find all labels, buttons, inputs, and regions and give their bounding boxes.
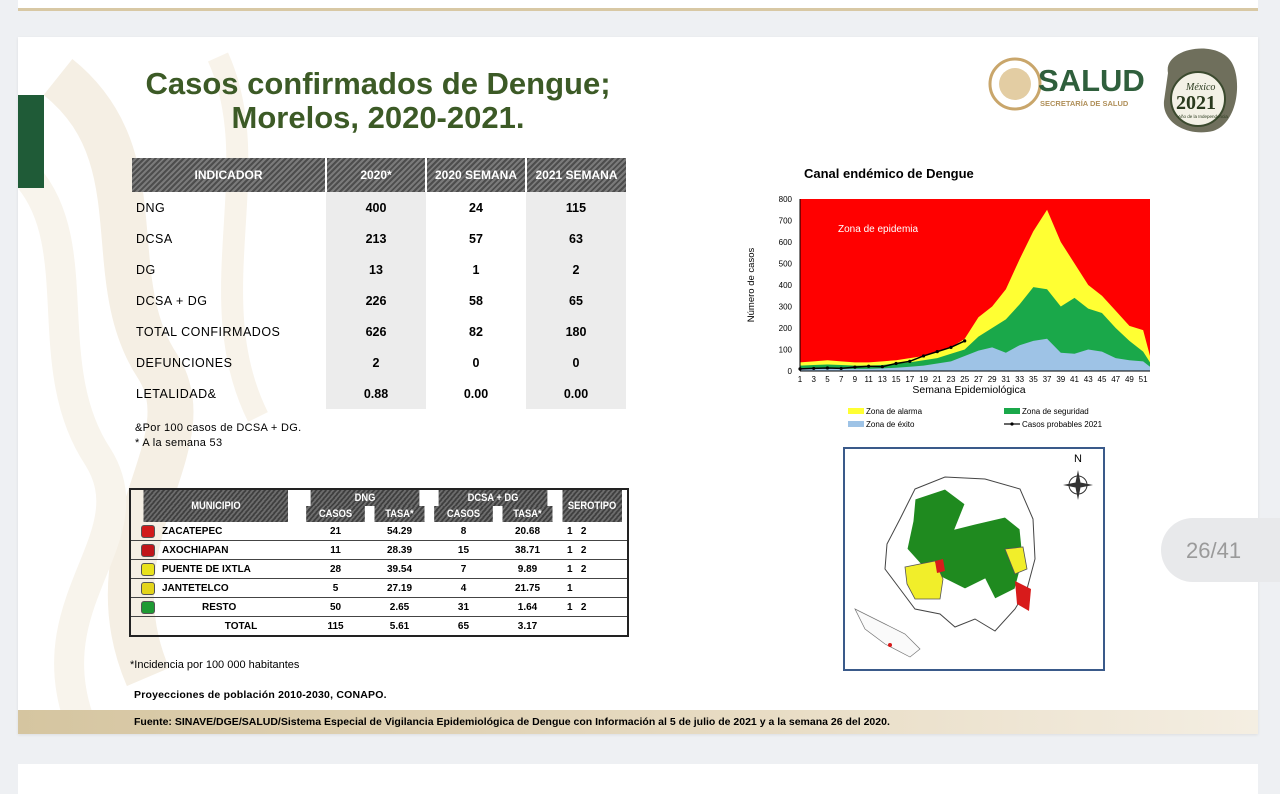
total-cell-dng_tasa: 5.61 xyxy=(370,617,429,637)
municipio-cell-dng_casos: 50 xyxy=(301,598,370,617)
source-footer-band xyxy=(18,710,1258,734)
year-text: 2021 xyxy=(1176,92,1216,114)
population-projection-note: Proyecciones de población 2010-2030, CONAPO. xyxy=(134,689,387,701)
y-tick-label: 800 xyxy=(778,195,792,204)
municipio-row xyxy=(130,560,628,579)
municipio-name: RESTO xyxy=(202,601,237,613)
municipio-cell-serotipo: 1 2 xyxy=(557,522,628,541)
indicator-cell-label: DCSA xyxy=(136,231,173,246)
municipio-name-cell xyxy=(130,522,301,541)
indicator-cell-s2020: 24 xyxy=(426,192,526,223)
x-tick-label: 13 xyxy=(877,375,887,384)
indicator-cell-v2020: 626 xyxy=(326,316,426,347)
page-indicator xyxy=(1161,518,1280,582)
map-svg xyxy=(845,449,1103,669)
y-axis-label: Número de casos xyxy=(746,247,757,323)
municipio-cell-dng_casos: 11 xyxy=(301,541,370,560)
municipio-cell-dng_tasa: 27.19 xyxy=(370,579,429,598)
indicator-cell-s2020: 58 xyxy=(426,285,526,316)
indicator-cell-v2020: 2 xyxy=(326,347,426,378)
logo-subtitle: Año de la Independencia xyxy=(1178,114,1228,119)
municipio-name-cell xyxy=(130,541,301,560)
casos-probables-point xyxy=(812,367,815,370)
municipio-cell-dng_tasa: 39.54 xyxy=(370,560,429,579)
municipio-cell-dcsa_tasa: 1.64 xyxy=(498,598,557,617)
x-tick-label: 7 xyxy=(838,375,844,384)
indicators-table xyxy=(132,158,626,409)
x-tick-label: 31 xyxy=(1001,375,1011,384)
x-tick-label: 9 xyxy=(852,375,858,384)
municipio-cell-dcsa_casos: 31 xyxy=(429,598,498,617)
risk-color-swatch xyxy=(141,563,155,576)
x-axis-label: Semana Epidemiológica xyxy=(912,384,1026,396)
x-tick-label: 39 xyxy=(1056,375,1066,384)
x-tick-label: 33 xyxy=(1015,375,1025,384)
x-tick-label: 21 xyxy=(932,375,942,384)
municipio-name: AXOCHIAPAN xyxy=(162,544,229,556)
indicator-cell-v2020: 400 xyxy=(326,192,426,223)
x-tick-label: 17 xyxy=(905,375,915,384)
header-2021-semana: 2021 SEMANA xyxy=(526,158,626,192)
indicators-header-row xyxy=(132,158,626,192)
municipio-name: ZACATEPEC xyxy=(162,525,223,537)
indicator-cell-v2020: 213 xyxy=(326,223,426,254)
legend-swatch xyxy=(848,408,864,414)
x-tick-label: 3 xyxy=(811,375,816,384)
casos-probables-point xyxy=(936,350,939,353)
indicator-cell-label: DNG xyxy=(136,200,166,215)
indicator-cell-v2020: 226 xyxy=(326,285,426,316)
legend-swatch-dot xyxy=(1010,422,1013,425)
indicator-cell-s2020: 57 xyxy=(426,223,526,254)
legend-swatch xyxy=(848,421,864,427)
x-tick-label: 45 xyxy=(1097,375,1107,384)
casos-probables-point xyxy=(908,360,911,363)
municipio-cell-dng_casos: 5 xyxy=(301,579,370,598)
indicator-cell-label: DG xyxy=(136,262,156,277)
indicator-cell-s2021: 2 xyxy=(526,254,626,285)
y-tick-label: 300 xyxy=(778,302,792,312)
y-tick-label: 500 xyxy=(778,259,792,269)
indicator-cell-label: DEFUNCIONES xyxy=(136,355,233,370)
indicator-row xyxy=(132,192,626,223)
x-tick-label: 49 xyxy=(1124,375,1134,384)
salud-logo xyxy=(986,51,1166,121)
risk-color-swatch xyxy=(141,525,155,538)
municipio-cell-dcsa_tasa: 38.71 xyxy=(498,541,557,560)
municipio-cell-dcsa_casos: 8 xyxy=(429,522,498,541)
municipio-name-cell xyxy=(130,560,301,579)
casos-probables-point xyxy=(922,354,925,357)
legend-label: Zona de seguridad xyxy=(1022,407,1089,416)
municipio-cell-serotipo: 1 2 xyxy=(557,541,628,560)
municipio-cell-dng_tasa: 2.65 xyxy=(370,598,429,617)
municipio-cell-dng_tasa: 28.39 xyxy=(370,541,429,560)
x-tick-label: 27 xyxy=(973,375,983,384)
legend-swatch xyxy=(1004,408,1020,414)
municipio-name: PUENTE DE IXTLA xyxy=(162,563,251,575)
municipio-cell-dcsa_casos: 7 xyxy=(429,560,498,579)
legend-label: Zona de alarma xyxy=(866,407,923,416)
indicator-cell-s2020: 82 xyxy=(426,316,526,347)
municipio-cell-dng_casos: 21 xyxy=(301,522,370,541)
municipio-cell-dcsa_casos: 4 xyxy=(429,579,498,598)
header-serotipo: SEROTIPO xyxy=(562,489,622,522)
municipio-name-cell xyxy=(130,598,301,617)
municipio-name: JANTETELCO xyxy=(162,582,229,594)
municipio-cell-serotipo: 1 2 xyxy=(557,598,628,617)
indicator-cell-label: TOTAL CONFIRMADOS xyxy=(136,324,281,339)
mexico-inset-map xyxy=(855,609,920,657)
x-tick-label: 1 xyxy=(797,375,803,384)
x-tick-label: 15 xyxy=(891,375,901,384)
indicator-row xyxy=(132,347,626,378)
indicator-row xyxy=(132,378,626,409)
municipio-cell-dcsa_casos: 15 xyxy=(429,541,498,560)
title-line-2: Morelos, 2020-2021. xyxy=(231,100,525,135)
y-tick-label: 0 xyxy=(787,367,792,376)
indicator-row xyxy=(132,285,626,316)
header-dng-tasa: TASA* xyxy=(374,506,424,522)
municipio-cell-dcsa_tasa: 21.75 xyxy=(498,579,557,598)
indicator-cell-label: DCSA + DG xyxy=(136,293,208,308)
salud-text: SALUD xyxy=(1038,63,1145,98)
casos-probables-point xyxy=(853,366,856,369)
indicator-cell-s2020: 0 xyxy=(426,347,526,378)
casos-probables-point xyxy=(949,346,952,349)
casos-probables-point xyxy=(963,339,966,342)
municipio-row xyxy=(130,541,628,560)
y-tick-label: 400 xyxy=(778,281,792,290)
header-dcsa-tasa: TASA* xyxy=(502,506,552,522)
next-slide-edge xyxy=(18,764,1258,794)
x-tick-label: 11 xyxy=(864,375,873,384)
x-tick-label: 19 xyxy=(919,375,928,384)
indicator-cell-s2021: 63 xyxy=(526,223,626,254)
seal-center xyxy=(999,68,1031,100)
morelos-location-dot xyxy=(888,643,892,647)
x-tick-label: 29 xyxy=(987,375,997,384)
note-letalidad: &Por 100 casos de DCSA + DG. xyxy=(135,422,302,434)
indicator-cell-s2020: 1 xyxy=(426,254,526,285)
green-accent-tab xyxy=(18,95,44,188)
x-tick-label: 35 xyxy=(1028,375,1038,384)
y-tick-label: 700 xyxy=(778,216,792,226)
risk-color-swatch xyxy=(141,601,155,614)
total-cell-dcsa_casos: 65 xyxy=(429,617,498,637)
total-cell-name: TOTAL xyxy=(130,617,301,637)
total-cell-serotipo xyxy=(557,617,628,637)
municipios-table xyxy=(129,488,629,637)
indicator-cell-v2020: 13 xyxy=(326,254,426,285)
y-tick-label: 100 xyxy=(778,345,792,355)
municipio-cell-serotipo: 1 xyxy=(557,579,628,598)
mexico-text: México xyxy=(1186,82,1216,93)
municipios-header-row xyxy=(130,489,628,506)
total-cell-dng_casos: 115 xyxy=(301,617,370,637)
municipio-cell-dcsa_tasa: 20.68 xyxy=(498,522,557,541)
y-tick-label: 200 xyxy=(778,324,792,333)
x-tick-label: 51 xyxy=(1138,375,1148,384)
header-2020-semana: 2020 SEMANA xyxy=(426,158,526,192)
municipio-total-row xyxy=(130,617,628,637)
total-cell-dcsa_tasa: 3.17 xyxy=(498,617,557,637)
header-indicador: INDICADOR xyxy=(132,158,326,192)
x-tick-label: 43 xyxy=(1083,375,1093,384)
indicator-cell-s2021: 65 xyxy=(526,285,626,316)
municipio-row xyxy=(130,522,628,541)
x-tick-label: 47 xyxy=(1111,375,1121,384)
slide-title xyxy=(88,67,668,135)
header-dcsa-casos: CASOS xyxy=(434,506,493,522)
casos-probables-point xyxy=(867,365,870,368)
legend-label: Casos probables 2021 xyxy=(1022,420,1103,429)
indicator-cell-s2021: 0.00 xyxy=(526,378,626,409)
indicator-row xyxy=(132,223,626,254)
municipio-cell-dng_casos: 28 xyxy=(301,560,370,579)
x-tick-label: 5 xyxy=(825,375,830,384)
x-tick-label: 37 xyxy=(1042,375,1052,384)
indicator-cell-s2020: 0.00 xyxy=(426,378,526,409)
risk-color-swatch xyxy=(141,582,155,595)
axochiapan-region xyxy=(1015,581,1031,611)
north-label: N xyxy=(1074,453,1082,465)
header-dng-casos: CASOS xyxy=(306,506,365,522)
secretaria-text: SECRETARÍA DE SALUD xyxy=(1040,99,1129,108)
casos-probables-point xyxy=(881,365,884,368)
header-dcsa-dg: DCSA + DG xyxy=(439,489,548,506)
legend-label: Zona de éxito xyxy=(866,420,915,429)
indicator-cell-s2021: 0 xyxy=(526,347,626,378)
header-municipio: MUNICIPIO xyxy=(143,489,288,522)
municipio-name-cell xyxy=(130,579,301,598)
indicator-cell-label: LETALIDAD& xyxy=(136,386,217,401)
endemic-channel-chart xyxy=(718,187,1158,437)
compass-rose-icon xyxy=(1063,470,1093,500)
chart-title: Canal endémico de Dengue xyxy=(804,166,974,181)
note-semana: * A la semana 53 xyxy=(135,437,223,449)
slide xyxy=(18,37,1258,734)
indicator-cell-v2020: 0.88 xyxy=(326,378,426,409)
indicator-notes xyxy=(135,421,301,451)
indicator-row xyxy=(132,254,626,285)
previous-slide-edge xyxy=(18,0,1258,11)
x-tick-label: 25 xyxy=(960,375,970,384)
municipio-cell-dng_tasa: 54.29 xyxy=(370,522,429,541)
municipio-row xyxy=(130,579,628,598)
indicator-row xyxy=(132,316,626,347)
risk-color-swatch xyxy=(141,544,155,557)
incidence-note: *Incidencia por 100 000 habitantes xyxy=(130,659,300,671)
casos-probables-point xyxy=(894,362,897,365)
header-dng: DNG xyxy=(311,489,420,506)
title-line-1: Casos confirmados de Dengue; xyxy=(145,66,611,101)
indicator-cell-s2021: 115 xyxy=(526,192,626,223)
source-text: Fuente: SINAVE/DGE/SALUD/Sistema Especial de Vigilancia Epidemiológica de Dengue con Información al 5 de julio de 2021 y a la semana 26 del 2020. xyxy=(134,716,890,728)
header-2020: 2020* xyxy=(326,158,426,192)
indicator-cell-s2021: 180 xyxy=(526,316,626,347)
page-indicator-text: 26/41 xyxy=(1186,538,1242,563)
epidemic-zone-label: Zona de epidemia xyxy=(838,224,919,235)
x-tick-label: 23 xyxy=(946,375,956,384)
municipio-cell-dcsa_tasa: 9.89 xyxy=(498,560,557,579)
municipio-row xyxy=(130,598,628,617)
casos-probables-point xyxy=(826,366,829,369)
mexico-2021-logo xyxy=(1158,43,1238,135)
morelos-map xyxy=(843,447,1105,671)
casos-probables-point xyxy=(840,367,843,370)
municipio-cell-serotipo: 1 2 xyxy=(557,560,628,579)
y-tick-label: 600 xyxy=(778,238,792,247)
x-tick-label: 41 xyxy=(1070,375,1079,384)
